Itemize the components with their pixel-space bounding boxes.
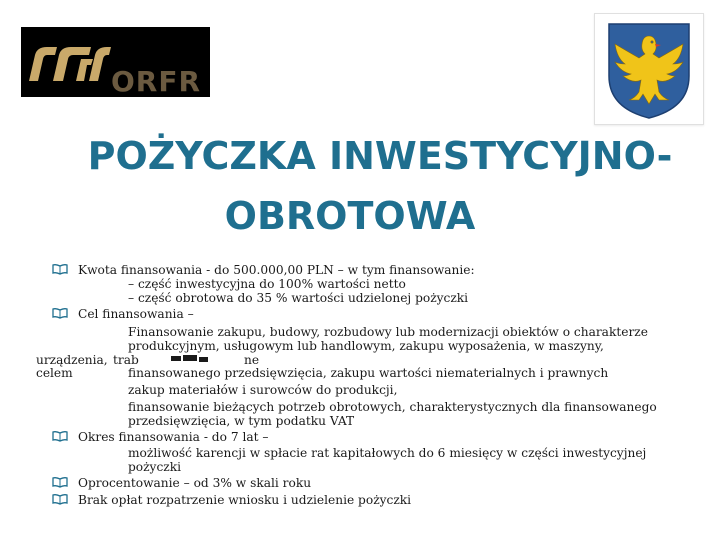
cel-line3a: urządzenia, <box>36 353 108 367</box>
orfr-logo <box>21 27 210 97</box>
cel-line6: finansowanie bieżących potrzeb obrotowych, charakterystycznych dla finansowanego <box>128 400 657 414</box>
book-icon <box>52 493 68 508</box>
okres-line1: możliwość karencji w spłacie rat kapitałowych do 6 miesięcy w części inwestycyjnej <box>128 446 647 460</box>
page-title-line1: POŻYCZKA INWESTYCYJNO- <box>87 134 673 178</box>
book-icon <box>52 430 68 445</box>
kwota-sub1: – część inwestycyjna do 100% wartości netto <box>128 277 406 291</box>
eagle-crest-icon <box>595 14 703 124</box>
brak-oplat-text: Brak opłat rozpatrzenie wniosku i udzielenie pożyczki <box>78 493 412 507</box>
kwota-sub2: – część obrotowa do 35 % wartości udzielonej pożyczki <box>128 291 469 305</box>
cel-line4a: celem <box>36 366 73 380</box>
garbled-text-mark <box>171 355 217 363</box>
cel-line5: zakup materiałów i surowców do produkcji, <box>128 383 398 397</box>
cel-line3c: ne <box>244 353 260 367</box>
kwota-text: Kwota finansowania - do 500.000,00 PLN – w tym finansowanie: <box>78 263 475 277</box>
okres-line2: pożyczki <box>128 460 181 474</box>
cel-line2: produkcyjnym, usługowym lub handlowym, zakupu wyposażenia, w maszyny, <box>128 339 604 353</box>
book-icon <box>52 476 68 491</box>
cel-text: Cel finansowania – <box>78 307 194 321</box>
cel-line3b: trab <box>113 353 139 367</box>
cel-line7: przedsięwzięcia, w tym podatku VAT <box>128 414 355 428</box>
book-icon <box>52 263 68 278</box>
okres-text: Okres finansowania - do 7 lat – <box>78 430 269 444</box>
cel-line4b: finansowanego przedsięwzięcia, zakupu wartości niematerialnych i prawnych <box>128 366 609 380</box>
oprocentowanie-text: Oprocentowanie – od 3% w skali roku <box>78 476 312 490</box>
logo-text: ORFR <box>111 65 202 98</box>
page-title-line2: OBROTOWA <box>224 194 476 238</box>
cel-line1: Finansowanie zakupu, budowy, rozbudowy lub modernizacji obiektów o charakterze <box>128 325 648 339</box>
opolskie-crest <box>594 13 704 125</box>
book-icon <box>52 307 68 322</box>
